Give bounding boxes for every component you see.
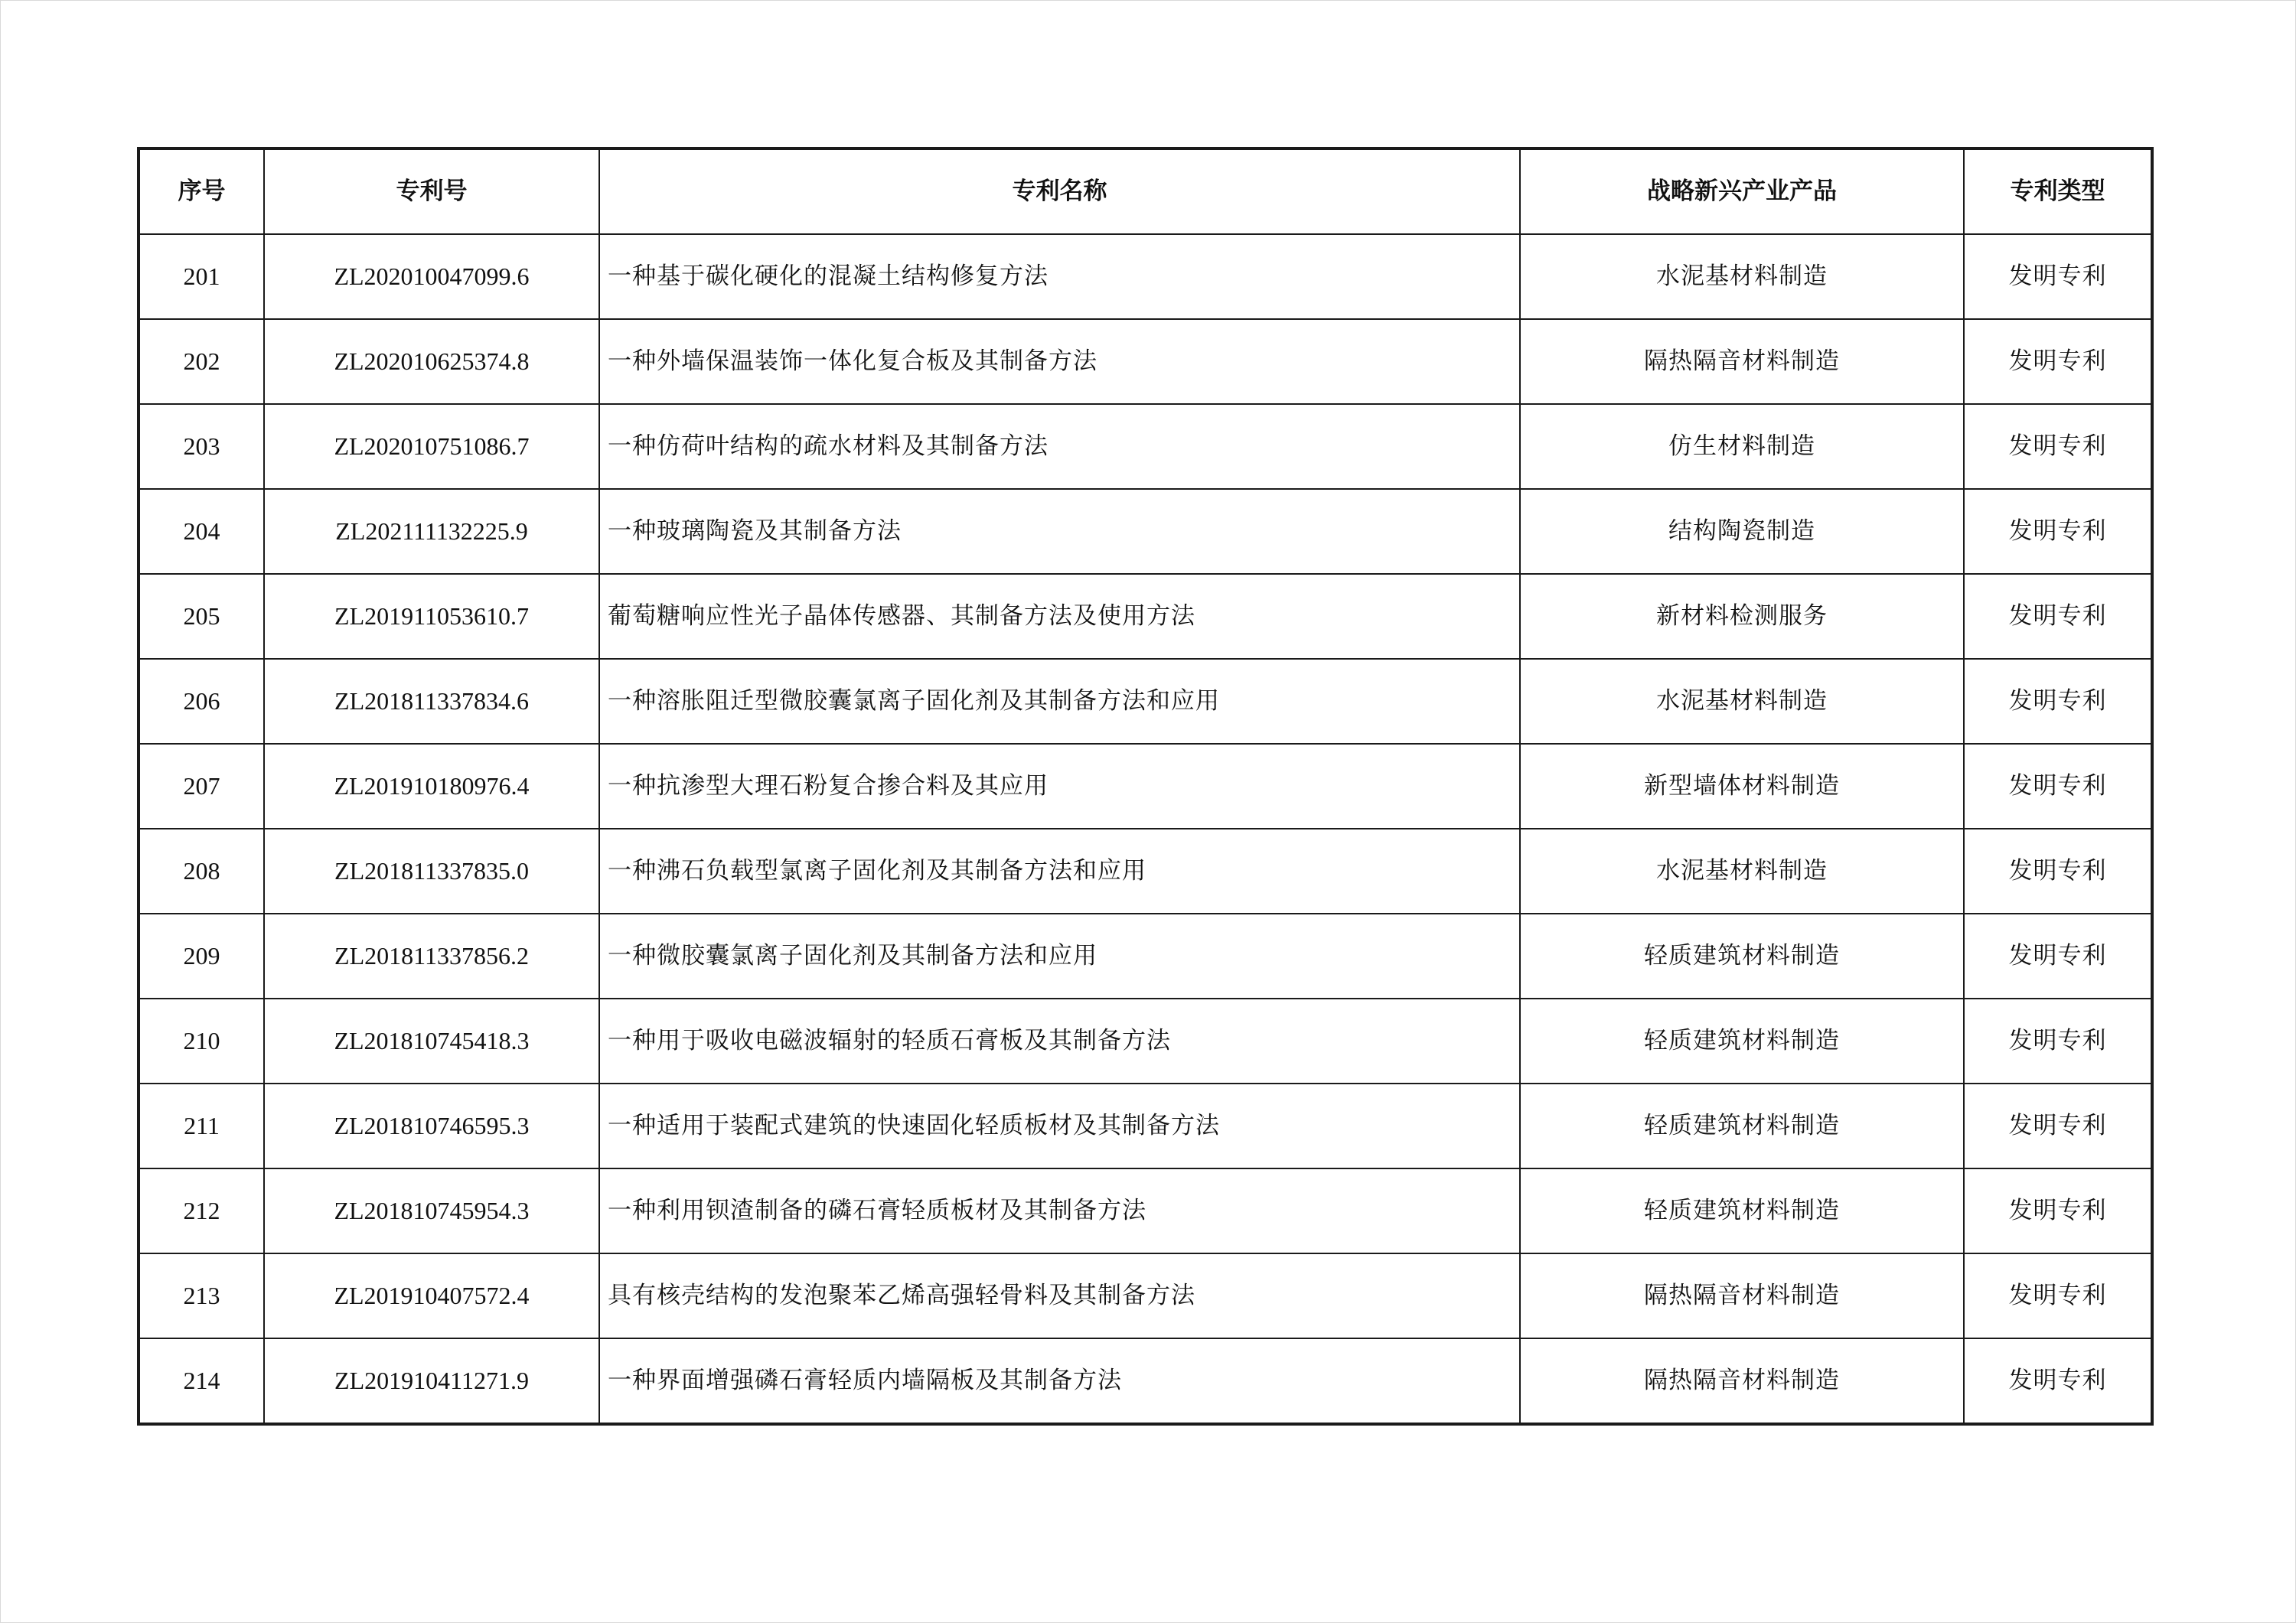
cell-patent-name: 一种界面增强磷石膏轻质内墙隔板及其制备方法 [599, 1338, 1520, 1424]
table-row [139, 914, 2152, 999]
cell-patent-name: 一种仿荷叶结构的疏水材料及其制备方法 [599, 404, 1520, 489]
cell-seq: 205 [139, 574, 264, 659]
cell-patent-type: 发明专利 [1964, 404, 2152, 489]
cell-patent-name: 一种利用钡渣制备的磷石膏轻质板材及其制备方法 [599, 1168, 1520, 1253]
cell-seq: 208 [139, 829, 264, 914]
cell-patent-no: ZL201810746595.3 [264, 1084, 599, 1168]
table-row [139, 999, 2152, 1084]
cell-industry-product: 轻质建筑材料制造 [1520, 914, 1964, 999]
cell-patent-no: ZL201910411271.9 [264, 1338, 599, 1424]
cell-patent-type: 发明专利 [1964, 1084, 2152, 1168]
header-patent-no: 专利号 [264, 148, 599, 234]
cell-industry-product: 水泥基材料制造 [1520, 234, 1964, 319]
cell-industry-product: 新型墙体材料制造 [1520, 744, 1964, 829]
cell-patent-no: ZL202111132225.9 [264, 489, 599, 574]
table-row [139, 659, 2152, 744]
cell-patent-no: ZL201810745418.3 [264, 999, 599, 1084]
header-row [139, 148, 2152, 234]
cell-industry-product: 轻质建筑材料制造 [1520, 1084, 1964, 1168]
cell-patent-no: ZL201811337856.2 [264, 914, 599, 999]
cell-patent-no: ZL201910180976.4 [264, 744, 599, 829]
cell-patent-type: 发明专利 [1964, 659, 2152, 744]
cell-patent-name: 一种沸石负载型氯离子固化剂及其制备方法和应用 [599, 829, 1520, 914]
table-row [139, 489, 2152, 574]
cell-patent-no: ZL201811337835.0 [264, 829, 599, 914]
cell-patent-type: 发明专利 [1964, 234, 2152, 319]
cell-patent-name: 一种用于吸收电磁波辐射的轻质石膏板及其制备方法 [599, 999, 1520, 1084]
cell-industry-product: 轻质建筑材料制造 [1520, 999, 1964, 1084]
cell-patent-no: ZL201810745954.3 [264, 1168, 599, 1253]
cell-industry-product: 水泥基材料制造 [1520, 829, 1964, 914]
cell-patent-type: 发明专利 [1964, 914, 2152, 999]
cell-seq: 207 [139, 744, 264, 829]
cell-patent-type: 发明专利 [1964, 999, 2152, 1084]
cell-patent-name: 具有核壳结构的发泡聚苯乙烯高强轻骨料及其制备方法 [599, 1253, 1520, 1338]
header-patent-name: 专利名称 [599, 148, 1520, 234]
cell-industry-product: 轻质建筑材料制造 [1520, 1168, 1964, 1253]
header-patent-type: 专利类型 [1964, 148, 2152, 234]
cell-patent-no: ZL201910407572.4 [264, 1253, 599, 1338]
cell-industry-product: 仿生材料制造 [1520, 404, 1964, 489]
table-row [139, 829, 2152, 914]
table-header [139, 148, 2152, 234]
cell-patent-name: 一种玻璃陶瓷及其制备方法 [599, 489, 1520, 574]
cell-patent-type: 发明专利 [1964, 489, 2152, 574]
cell-seq: 201 [139, 234, 264, 319]
cell-seq: 209 [139, 914, 264, 999]
header-seq: 序号 [139, 148, 264, 234]
table-row [139, 234, 2152, 319]
cell-patent-name: 一种适用于装配式建筑的快速固化轻质板材及其制备方法 [599, 1084, 1520, 1168]
table-row [139, 1338, 2152, 1424]
cell-seq: 213 [139, 1253, 264, 1338]
table-row [139, 1168, 2152, 1253]
table-row [139, 319, 2152, 404]
cell-patent-no: ZL201811337834.6 [264, 659, 599, 744]
cell-patent-type: 发明专利 [1964, 1338, 2152, 1424]
cell-seq: 206 [139, 659, 264, 744]
cell-industry-product: 隔热隔音材料制造 [1520, 319, 1964, 404]
cell-patent-no: ZL202010751086.7 [264, 404, 599, 489]
table-row [139, 744, 2152, 829]
cell-patent-type: 发明专利 [1964, 1253, 2152, 1338]
cell-industry-product: 隔热隔音材料制造 [1520, 1338, 1964, 1424]
table-row [139, 1084, 2152, 1168]
cell-seq: 202 [139, 319, 264, 404]
patent-table [137, 147, 2154, 1426]
cell-patent-no: ZL202010625374.8 [264, 319, 599, 404]
cell-patent-name: 一种溶胀阻迁型微胶囊氯离子固化剂及其制备方法和应用 [599, 659, 1520, 744]
cell-patent-no: ZL201911053610.7 [264, 574, 599, 659]
cell-seq: 203 [139, 404, 264, 489]
cell-patent-type: 发明专利 [1964, 1168, 2152, 1253]
cell-patent-name: 一种微胶囊氯离子固化剂及其制备方法和应用 [599, 914, 1520, 999]
cell-seq: 212 [139, 1168, 264, 1253]
cell-seq: 204 [139, 489, 264, 574]
cell-patent-type: 发明专利 [1964, 744, 2152, 829]
cell-industry-product: 隔热隔音材料制造 [1520, 1253, 1964, 1338]
cell-seq: 211 [139, 1084, 264, 1168]
cell-patent-name: 一种抗渗型大理石粉复合掺合料及其应用 [599, 744, 1520, 829]
table-row [139, 404, 2152, 489]
cell-patent-name: 一种外墙保温装饰一体化复合板及其制备方法 [599, 319, 1520, 404]
cell-patent-type: 发明专利 [1964, 319, 2152, 404]
cell-industry-product: 水泥基材料制造 [1520, 659, 1964, 744]
cell-patent-name: 一种基于碳化硬化的混凝土结构修复方法 [599, 234, 1520, 319]
cell-seq: 210 [139, 999, 264, 1084]
table-row [139, 574, 2152, 659]
cell-patent-no: ZL202010047099.6 [264, 234, 599, 319]
cell-patent-type: 发明专利 [1964, 574, 2152, 659]
cell-industry-product: 新材料检测服务 [1520, 574, 1964, 659]
cell-industry-product: 结构陶瓷制造 [1520, 489, 1964, 574]
cell-patent-type: 发明专利 [1964, 829, 2152, 914]
cell-seq: 214 [139, 1338, 264, 1424]
table-row [139, 1253, 2152, 1338]
header-industry-product: 战略新兴产业产品 [1520, 148, 1964, 234]
cell-patent-name: 葡萄糖响应性光子晶体传感器、其制备方法及使用方法 [599, 574, 1520, 659]
table-body [139, 234, 2152, 1424]
